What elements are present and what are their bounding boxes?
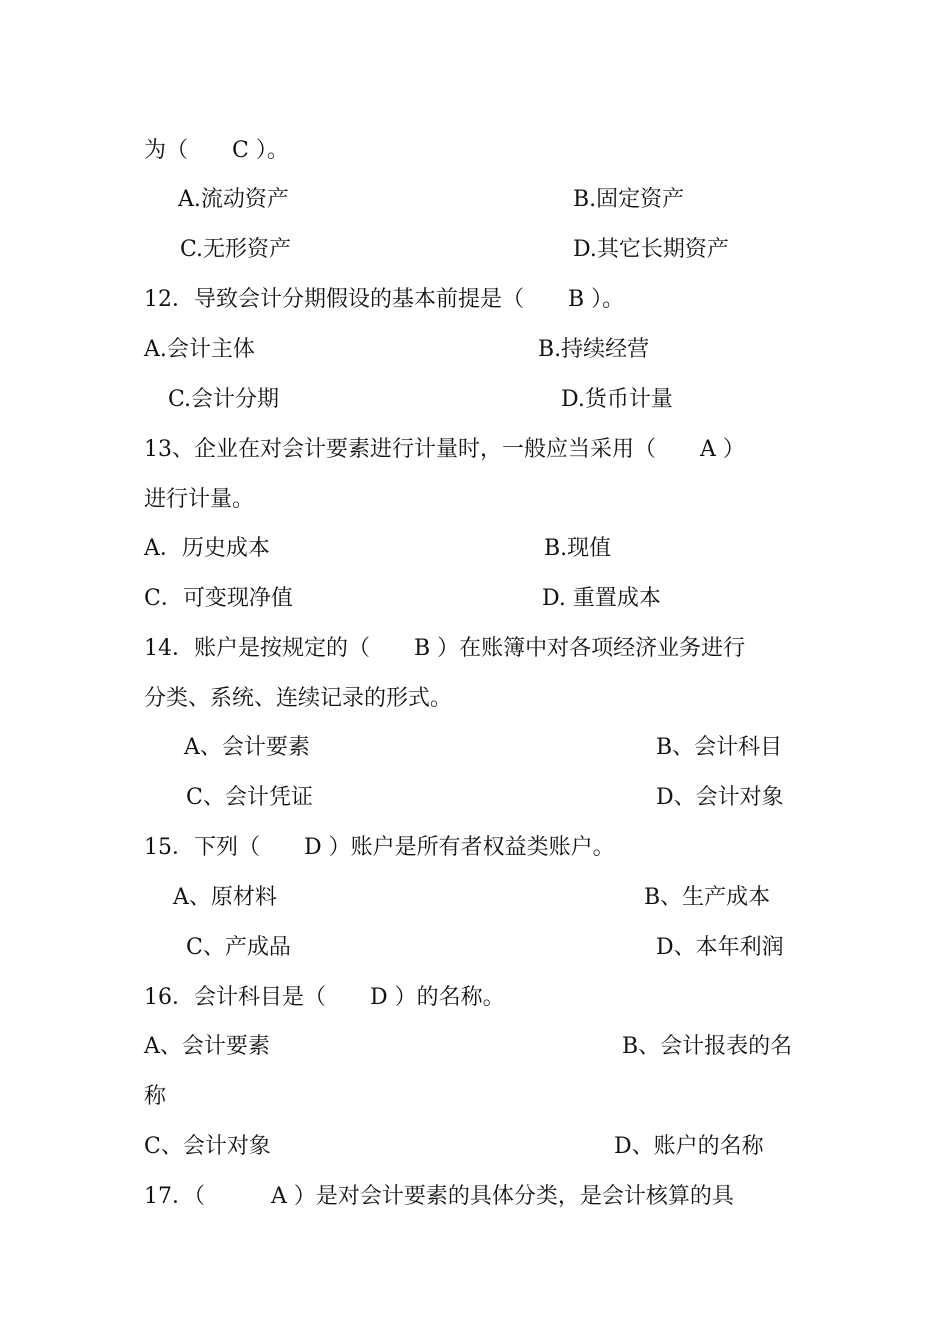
- q11-option-b: B.固定资产: [573, 187, 685, 212]
- q13-option-b: B.现值: [544, 536, 612, 561]
- q14-option-d: D、会计对象: [656, 785, 784, 810]
- q13-stem: 13、企业在对会计要素进行计量时，一般应当采用（ A ）: [144, 437, 745, 462]
- q16-option-b-continuation: 称: [144, 1084, 167, 1109]
- q13-option-c: C．可变现净值: [144, 586, 293, 611]
- q15-option-a: A、原材料: [173, 885, 277, 910]
- q12-option-d: D.货币计量: [561, 387, 673, 412]
- q12-option-b: B.持续经营: [538, 337, 650, 362]
- q16-option-c: C、会计对象: [144, 1134, 271, 1159]
- q15-option-d: D、本年利润: [656, 935, 784, 960]
- q16-option-a: A、会计要素: [144, 1034, 270, 1059]
- q14-option-a: A、会计要素: [184, 735, 310, 760]
- q14-stem-continuation: 分类、系统、连续记录的形式。: [144, 686, 453, 711]
- q17-stem: 17．（ A ）是对会计要素的具体分类，是会计核算的具: [144, 1184, 734, 1209]
- q14-stem: 14．账户是按规定的（ B ）在账簿中对各项经济业务进行: [144, 636, 746, 661]
- q13-option-a: A．历史成本: [144, 536, 270, 561]
- q12-option-c: C.会计分期: [168, 387, 280, 412]
- q15-stem: 15．下列（ D ）账户是所有者权益类账户。: [144, 835, 615, 860]
- q16-stem: 16．会计科目是（ D ）的名称。: [144, 985, 505, 1010]
- q12-option-a: A.会计主体: [144, 337, 255, 362]
- q13-option-d: D. 重置成本: [542, 586, 661, 611]
- q14-option-b: B、会计科目: [656, 735, 783, 760]
- q16-option-d: D、账户的名称: [614, 1134, 764, 1159]
- q16-option-b: B、会计报表的名: [622, 1034, 793, 1059]
- q15-option-c: C、产成品: [186, 935, 291, 960]
- q15-option-b: B、生产成本: [644, 885, 771, 910]
- q11-stem-continuation: 为（ C ）。: [144, 138, 289, 163]
- q11-option-a: A.流动资产: [178, 187, 289, 212]
- q12-stem: 12．导致会计分期假设的基本前提是（ B ）。: [144, 287, 625, 312]
- q13-stem-continuation: 进行计量。: [144, 487, 255, 512]
- q11-option-c: C.无形资产: [180, 237, 292, 262]
- q11-option-d: D.其它长期资产: [573, 237, 729, 262]
- q14-option-c: C、会计凭证: [186, 785, 313, 810]
